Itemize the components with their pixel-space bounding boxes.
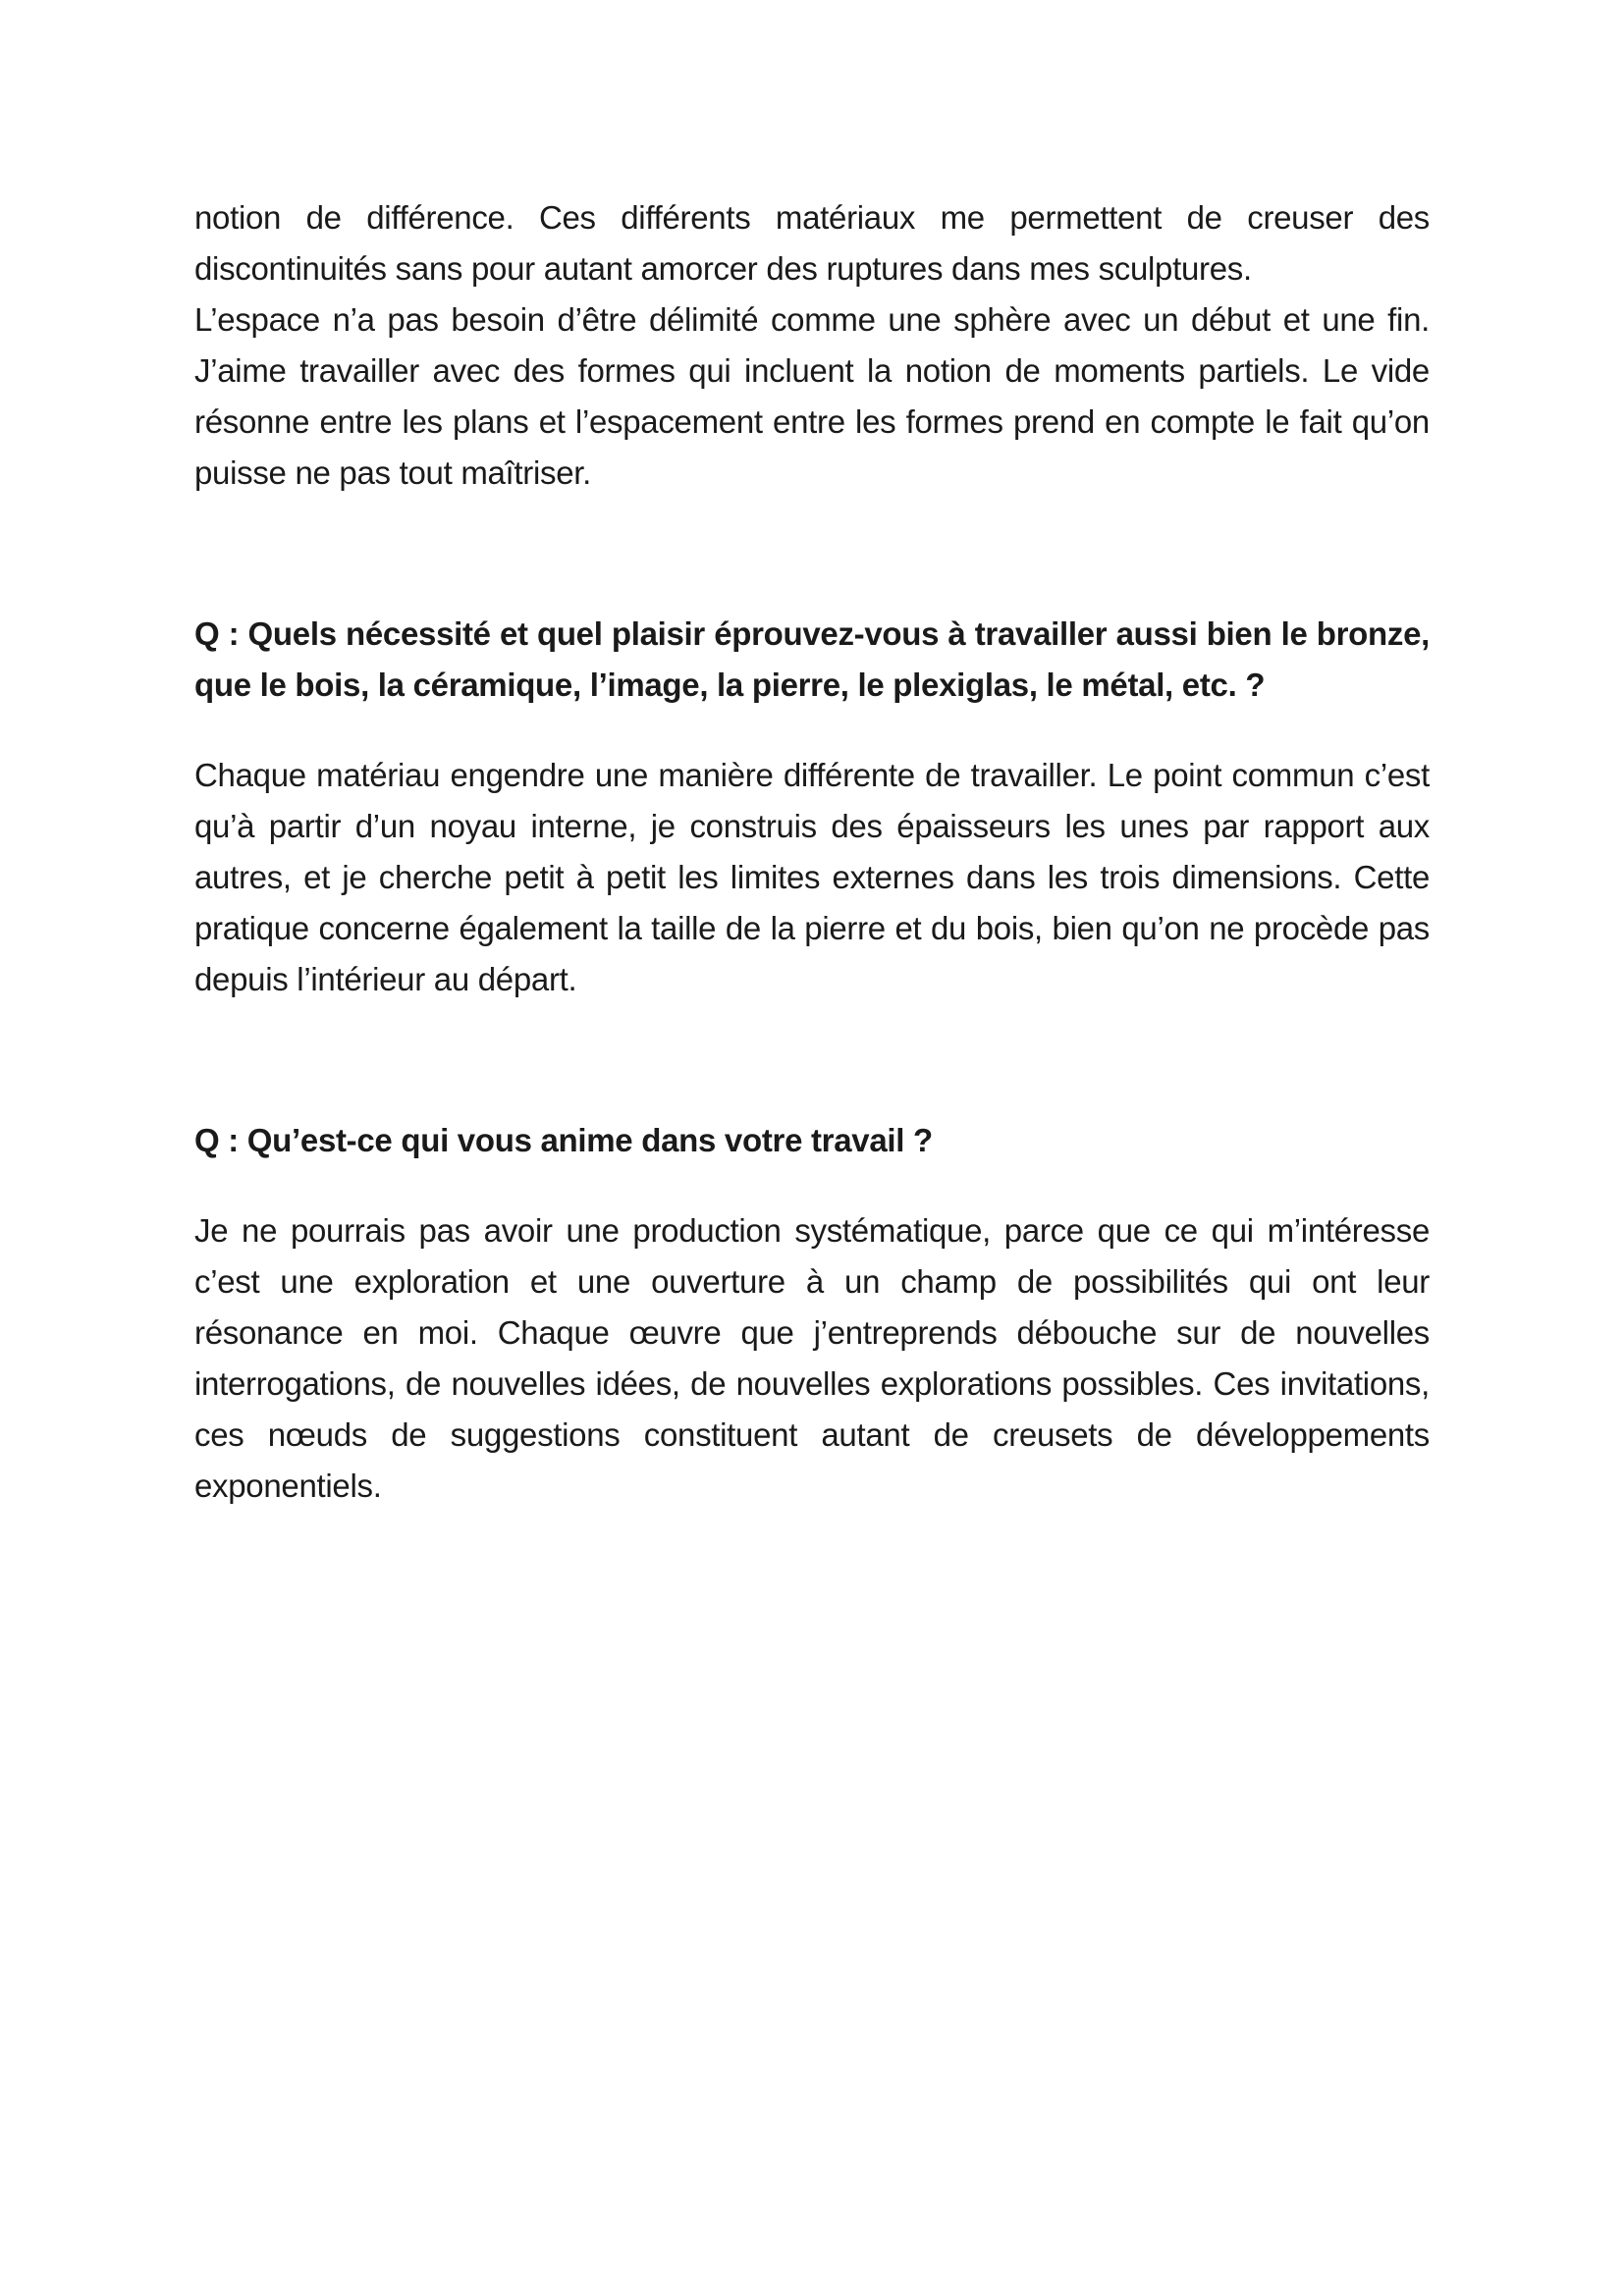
body-paragraph-2: L’espace n’a pas besoin d’être délimité comme une sphère avec un début et une fin. J’aime travailler avec des formes qui incluent la notion de moments partiels. Le vide résonne entre les plans et l’espacement entre les formes prend en compte le fait qu’on puisse ne pas tout maîtriser. bbox=[194, 301, 1430, 491]
question-heading-1: Q : Quels nécessité et quel plaisir éprouvez-vous à travailler aussi bien le bronze, que le bois, la céramique, l’image, la pierre, le plexiglas, le métal, etc. ? bbox=[194, 615, 1430, 703]
answer-paragraph-1: Chaque matériau engendre une manière différente de travailler. Le point commun c’est qu’à partir d’un noyau interne, je construis des épaisseurs les unes par rapport aux autres, et je cherche petit à petit les limites externes dans les trois dimensions. Cette pratique concerne également la taille de la pierre et du bois, bien qu’on ne procède pas depuis l’intérieur au départ. bbox=[194, 757, 1430, 997]
answer-paragraph-2: Je ne pourrais pas avoir une production systématique, parce que ce qui m’intéresse c’est une exploration et une ouverture à un champ de possibilités qui ont leur résonance en moi. Chaque œuvre que j’entreprends débouche sur de nouvelles interrogations, de nouvelles idées, de nouvelles explorations possibles. Ces invitations, ces nœuds de suggestions constituent autant de creusets de développements exponentiels. bbox=[194, 1212, 1430, 1504]
question-heading-2: Q : Qu’est-ce qui vous anime dans votre travail ? bbox=[194, 1122, 933, 1158]
body-paragraph-1: notion de différence. Ces différents matériaux me permettent de creuser des discontinuités sans pour autant amorcer des ruptures dans mes sculptures. bbox=[194, 199, 1430, 287]
